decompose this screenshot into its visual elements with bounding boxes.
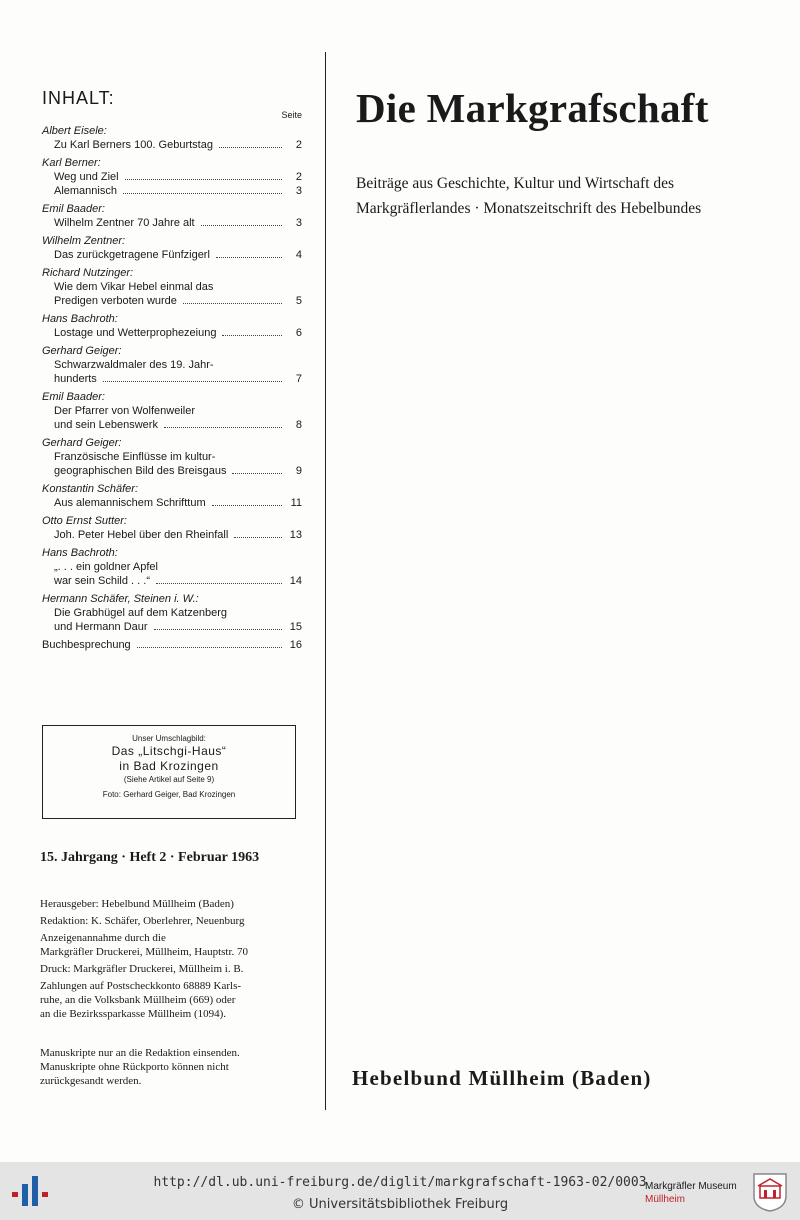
imprint-print: Druck: Markgräfler Druckerei, Müllheim i. B. xyxy=(40,963,244,975)
toc-line xyxy=(40,170,302,184)
toc-page-number: 4 xyxy=(295,249,302,261)
toc-page-number: 14 xyxy=(289,575,302,587)
toc-author: Emil Baader: xyxy=(42,391,105,403)
cover-note: (Siehe Artikel auf Seite 9) xyxy=(123,775,215,784)
manuscript-line2: Manuskripte ohne Rückporto können nicht xyxy=(40,1061,229,1073)
imprint-pay-line1: Zahlungen auf Postscheckkonto 68889 Karls- xyxy=(40,980,242,992)
toc-dot-leader xyxy=(222,335,282,336)
cover-photo-credit: Foto: Gerhard Geiger, Bad Krozingen xyxy=(102,790,236,799)
column-divider xyxy=(325,52,326,1110)
toc-dot-leader xyxy=(154,629,282,630)
toc-line-title: Aus alemannischem Schrifttum xyxy=(54,497,206,509)
toc-line xyxy=(40,138,302,152)
toc-line-title: „. . . ein goldner Apfel xyxy=(54,561,158,573)
manuscript-line3: zurückgesandt werden. xyxy=(40,1075,142,1087)
toc-dot-leader xyxy=(201,225,282,226)
toc-dot-leader xyxy=(137,647,282,648)
toc-line xyxy=(40,404,302,418)
toc-line xyxy=(40,450,302,464)
toc-line xyxy=(40,496,302,510)
toc-entry xyxy=(40,312,302,340)
toc-page-number: 16 xyxy=(289,639,302,651)
cover-image-note xyxy=(42,725,296,819)
toc-line-title: Wilhelm Zentner 70 Jahre alt xyxy=(54,217,195,229)
imprint xyxy=(40,897,302,1024)
imprint-payment xyxy=(40,979,302,1021)
viewer-footer xyxy=(0,1162,800,1220)
toc-page-number: 2 xyxy=(295,139,302,151)
toc-line xyxy=(40,358,302,372)
toc-entry xyxy=(40,638,302,652)
toc-line xyxy=(40,418,302,432)
toc-page-number: 8 xyxy=(295,419,302,431)
cover-heading: Unser Umschlagbild: xyxy=(132,734,206,743)
museum-label[interactable] xyxy=(645,1180,737,1206)
toc-author: Gerhard Geiger: xyxy=(42,345,122,357)
toc-entry xyxy=(40,546,302,588)
toc-line-title: Wie dem Vikar Hebel einmal das xyxy=(54,281,214,293)
toc-dot-leader xyxy=(103,381,282,382)
imprint-ads-line1: Anzeigenannahme durch die xyxy=(40,932,166,944)
toc-entry xyxy=(40,436,302,478)
toc-line xyxy=(40,216,302,230)
toc-page-number: 3 xyxy=(295,217,302,229)
toc-page-number: 7 xyxy=(295,373,302,385)
toc-author: Hans Bachroth: xyxy=(42,547,118,559)
toc-page-number: 13 xyxy=(289,529,302,541)
cover-title-line1: Das „Litschgi-Haus“ xyxy=(111,744,227,758)
cover-title-line2: in Bad Krozingen xyxy=(119,759,219,773)
toc-title: INHALT: xyxy=(42,88,115,108)
toc-entry xyxy=(40,482,302,510)
toc-page-number: 15 xyxy=(289,621,302,633)
toc-dot-leader xyxy=(156,583,282,584)
toc-line xyxy=(40,620,302,634)
toc-author: Albert Eisele: xyxy=(42,125,107,137)
toc-line xyxy=(40,280,302,294)
toc-page-number: 2 xyxy=(295,171,302,183)
toc-line-title: Französische Einflüsse im kultur- xyxy=(54,451,216,463)
toc-dot-leader xyxy=(123,193,282,194)
toc-author: Emil Baader: xyxy=(42,203,105,215)
toc-line xyxy=(40,248,302,262)
toc-line xyxy=(40,528,302,542)
toc-line xyxy=(40,606,302,620)
toc-page-number: 9 xyxy=(295,465,302,477)
toc-line-title: Weg und Ziel xyxy=(54,171,119,183)
toc-author: Richard Nutzinger: xyxy=(42,267,134,279)
toc-dot-leader xyxy=(219,147,282,148)
toc-dot-leader xyxy=(164,427,282,428)
copyright: © Universitätsbibliothek Freiburg xyxy=(291,1197,509,1212)
toc-page-number: 6 xyxy=(295,327,302,339)
manuscript-notice xyxy=(40,1046,302,1088)
toc-line-title: Die Grabhügel auf dem Katzenberg xyxy=(54,607,228,619)
toc-line-title: Joh. Peter Hebel über den Rheinfall xyxy=(54,529,229,541)
imprint-publisher: Herausgeber: Hebelbund Müllheim (Baden) xyxy=(40,898,234,910)
document-url[interactable]: http://dl.ub.uni-freiburg.de/diglit/markgrafschaft-1963-02/0003 xyxy=(153,1175,647,1190)
imprint-ads-line2: Markgräfler Druckerei, Müllheim, Hauptstr. 70 xyxy=(40,946,249,958)
toc-entry xyxy=(40,592,302,634)
toc-list xyxy=(40,124,302,652)
toc-line xyxy=(40,326,302,340)
manuscript-line1: Manuskripte nur an die Redaktion einsenden. xyxy=(40,1047,240,1059)
issue-info: 15. Jahrgang · Heft 2 · Februar 1963 xyxy=(40,850,260,865)
toc-dot-leader xyxy=(125,179,282,180)
toc-dot-leader xyxy=(183,303,282,304)
toc-dot-leader xyxy=(212,505,282,506)
toc-author: Karl Berner: xyxy=(42,157,101,169)
toc-line-title: geographischen Bild des Breisgaus xyxy=(54,465,227,477)
toc-line-title: Der Pfarrer von Wolfenweiler xyxy=(54,405,196,417)
toc-line xyxy=(40,638,302,652)
museum-city: Müllheim xyxy=(645,1194,686,1205)
toc-entry xyxy=(40,514,302,542)
toc-line-title: Zu Karl Berners 100. Geburtstag xyxy=(54,139,213,151)
imprint-ads xyxy=(40,931,302,959)
toc-line-title: Predigen verboten wurde xyxy=(54,295,177,307)
toc-entry xyxy=(40,266,302,308)
toc-author: Hermann Schäfer, Steinen i. W.: xyxy=(42,593,199,605)
toc-line-title: Buchbesprechung xyxy=(42,639,131,651)
toc-line-title: Das zurückgetragene Fünfzigerl xyxy=(54,249,210,261)
publisher-line: Hebelbund Müllheim (Baden) xyxy=(352,1066,652,1090)
toc-line-title: hunderts xyxy=(54,373,97,385)
imprint-pay-line2: ruhe, an die Volksbank Müllheim (669) oder xyxy=(40,994,236,1006)
toc-author: Gerhard Geiger: xyxy=(42,437,122,449)
toc-entry xyxy=(40,234,302,262)
toc-line-title: Alemannisch xyxy=(54,185,117,197)
toc-author: Hans Bachroth: xyxy=(42,313,118,325)
toc-line xyxy=(40,574,302,588)
toc-page-number: 11 xyxy=(290,497,302,509)
toc-line-title: und Hermann Daur xyxy=(54,621,148,633)
toc-entry xyxy=(40,390,302,432)
toc-page-number: 5 xyxy=(295,295,302,307)
toc-author: Wilhelm Zentner: xyxy=(42,235,126,247)
toc-line-title: war sein Schild . . .“ xyxy=(54,575,150,587)
magazine-title: Die Markgrafschaft xyxy=(356,85,709,131)
toc-dot-leader xyxy=(232,473,282,474)
table-of-contents xyxy=(40,86,302,656)
toc-line xyxy=(40,372,302,386)
museum-name: Markgräfler Museum xyxy=(645,1181,737,1192)
toc-line xyxy=(40,464,302,478)
toc-page-number: 3 xyxy=(295,185,302,197)
toc-page-label: Seite xyxy=(281,110,302,120)
toc-line xyxy=(40,560,302,574)
toc-line-title: und sein Lebenswerk xyxy=(54,419,158,431)
toc-dot-leader xyxy=(234,537,282,538)
magazine-subtitle xyxy=(356,171,768,221)
toc-entry xyxy=(40,124,302,152)
toc-dot-leader xyxy=(216,257,282,258)
toc-line xyxy=(40,294,302,308)
toc-line-title: Lostage und Wetterprophezeiung xyxy=(54,327,217,339)
museum-building-icon[interactable] xyxy=(752,1170,788,1212)
toc-entry xyxy=(40,344,302,386)
toc-author: Otto Ernst Sutter: xyxy=(42,515,127,527)
imprint-pay-line3: an die Bezirkssparkasse Müllheim (1094). xyxy=(40,1008,227,1020)
imprint-editor: Redaktion: K. Schäfer, Oberlehrer, Neuenburg xyxy=(40,915,245,927)
ub-freiburg-logo-icon[interactable] xyxy=(12,1174,52,1208)
toc-entry xyxy=(40,156,302,198)
toc-line xyxy=(40,184,302,198)
subtitle-line2: Markgräflerlandes · Monatszeitschrift des Hebelbundes xyxy=(356,200,702,217)
toc-entry xyxy=(40,202,302,230)
toc-author: Konstantin Schäfer: xyxy=(42,483,139,495)
subtitle-line1: Beiträge aus Geschichte, Kultur und Wirtschaft des xyxy=(356,175,675,192)
toc-line-title: Schwarzwaldmaler des 19. Jahr- xyxy=(54,359,214,371)
